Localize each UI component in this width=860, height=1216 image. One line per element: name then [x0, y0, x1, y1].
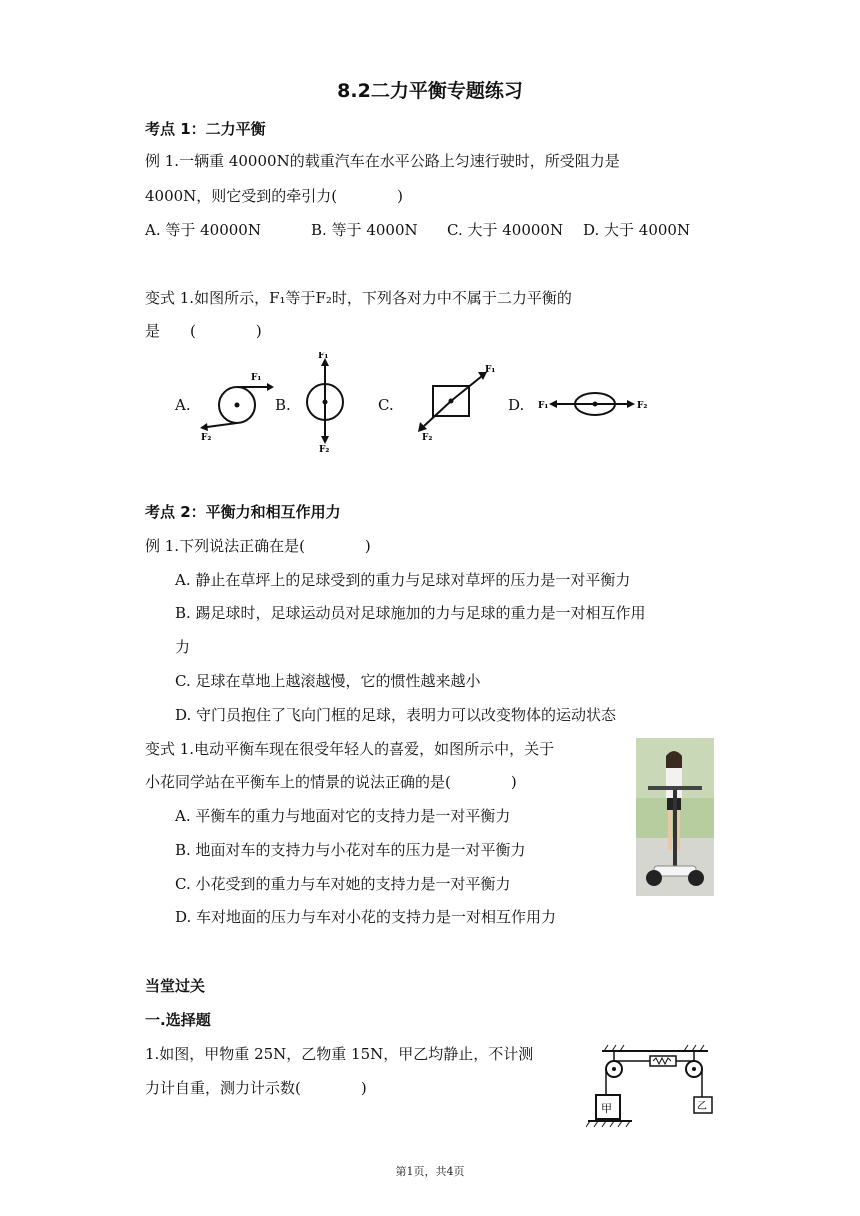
example1-line2: 4000N，则它受到的牵引力( ): [145, 187, 404, 205]
variant1-line1: 变式 1.如图所示，F₁等于F₂时，下列各对力中不属于二力平衡的: [145, 289, 572, 307]
variant2-option-b: B. 地面对车的支持力与小花对车的压力是一对平衡力: [175, 841, 526, 859]
section3-subheading: 一.选择题: [145, 1011, 211, 1029]
figure-label-a: A.: [175, 396, 191, 414]
example2-option-a: A. 静止在草坪上的足球受到的重力与足球对草坪的压力是一对平衡力: [175, 571, 631, 589]
example1-option-d: D. 大于 4000N: [583, 221, 691, 239]
force-diagram-d: [535, 388, 655, 420]
page-title: 8.2二力平衡专题练习: [337, 80, 523, 102]
balance-scooter-photo: [636, 738, 714, 896]
variant2-line2: 小花同学站在平衡车上的情景的说法正确的是( ): [145, 773, 517, 791]
section3-heading: 当堂过关: [145, 977, 206, 995]
example2-option-c: C. 足球在草地上越滚越慢，它的惯性越来越小: [175, 672, 481, 690]
force-diagram-a: [195, 365, 275, 445]
section1-heading: 考点 1：二力平衡: [145, 120, 266, 138]
example2-option-b-cont: 力: [175, 638, 191, 656]
example1-option-c: C. 大于 40000N: [447, 221, 564, 239]
example2-option-b: B. 踢足球时，足球运动员对足球施加的力与足球的重力是一对相互作用: [175, 604, 646, 622]
force-label-f2: F₂: [319, 445, 330, 452]
figure-label-d: D.: [508, 396, 525, 414]
force-label-f2: F₂: [201, 433, 212, 443]
block-yi-label: 乙: [697, 1101, 707, 1112]
force-label-f1: F₁: [485, 365, 496, 375]
example1-line1: 例 1.一辆重 40000N的载重汽车在水平公路上匀速行驶时，所受阻力是: [145, 152, 620, 170]
variant2-option-c: C. 小花受到的重力与车对她的支持力是一对平衡力: [175, 875, 511, 893]
section2-heading: 考点 2：平衡力和相互作用力: [145, 503, 341, 521]
example2-option-d: D. 守门员抱住了飞向门框的足球，表明力可以改变物体的运动状态: [175, 706, 617, 724]
force-label-f1: F₁: [538, 401, 549, 411]
variant2-option-a: A. 平衡车的重力与地面对它的支持力是一对平衡力: [175, 807, 511, 825]
block-jia-label: 甲: [601, 1102, 612, 1115]
force-diagram-b: [300, 352, 350, 452]
force-label-f1: F₁: [251, 373, 262, 383]
example1-option-b: B. 等于 4000N: [311, 221, 418, 239]
variant2-option-d: D. 车对地面的压力与车对小花的支持力是一对相互作用力: [175, 908, 557, 926]
figure-label-c: C.: [378, 396, 394, 414]
page-footer: 第1页，共4页: [395, 1165, 465, 1178]
example2-stem: 例 1.下列说法正确在是( ): [145, 537, 371, 555]
figure-label-b: B.: [275, 396, 291, 414]
variant1-line2: 是 ( ): [145, 322, 262, 340]
force-label-f2: F₂: [422, 433, 433, 442]
force-label-f2: F₂: [637, 401, 648, 411]
pulley-spring-scale-figure: [586, 1043, 716, 1129]
force-diagram-c: [410, 362, 500, 442]
question1-line1: 1.如图，甲物重 25N，乙物重 15N，甲乙均静止，不计测: [145, 1045, 534, 1063]
question1-line2: 力计自重，测力计示数( ): [145, 1079, 367, 1097]
variant2-line1: 变式 1.电动平衡车现在很受年轻人的喜爱，如图所示中，关于: [145, 740, 555, 758]
example1-option-a: A. 等于 40000N: [145, 221, 261, 239]
force-label-f1: F₁: [318, 352, 329, 361]
